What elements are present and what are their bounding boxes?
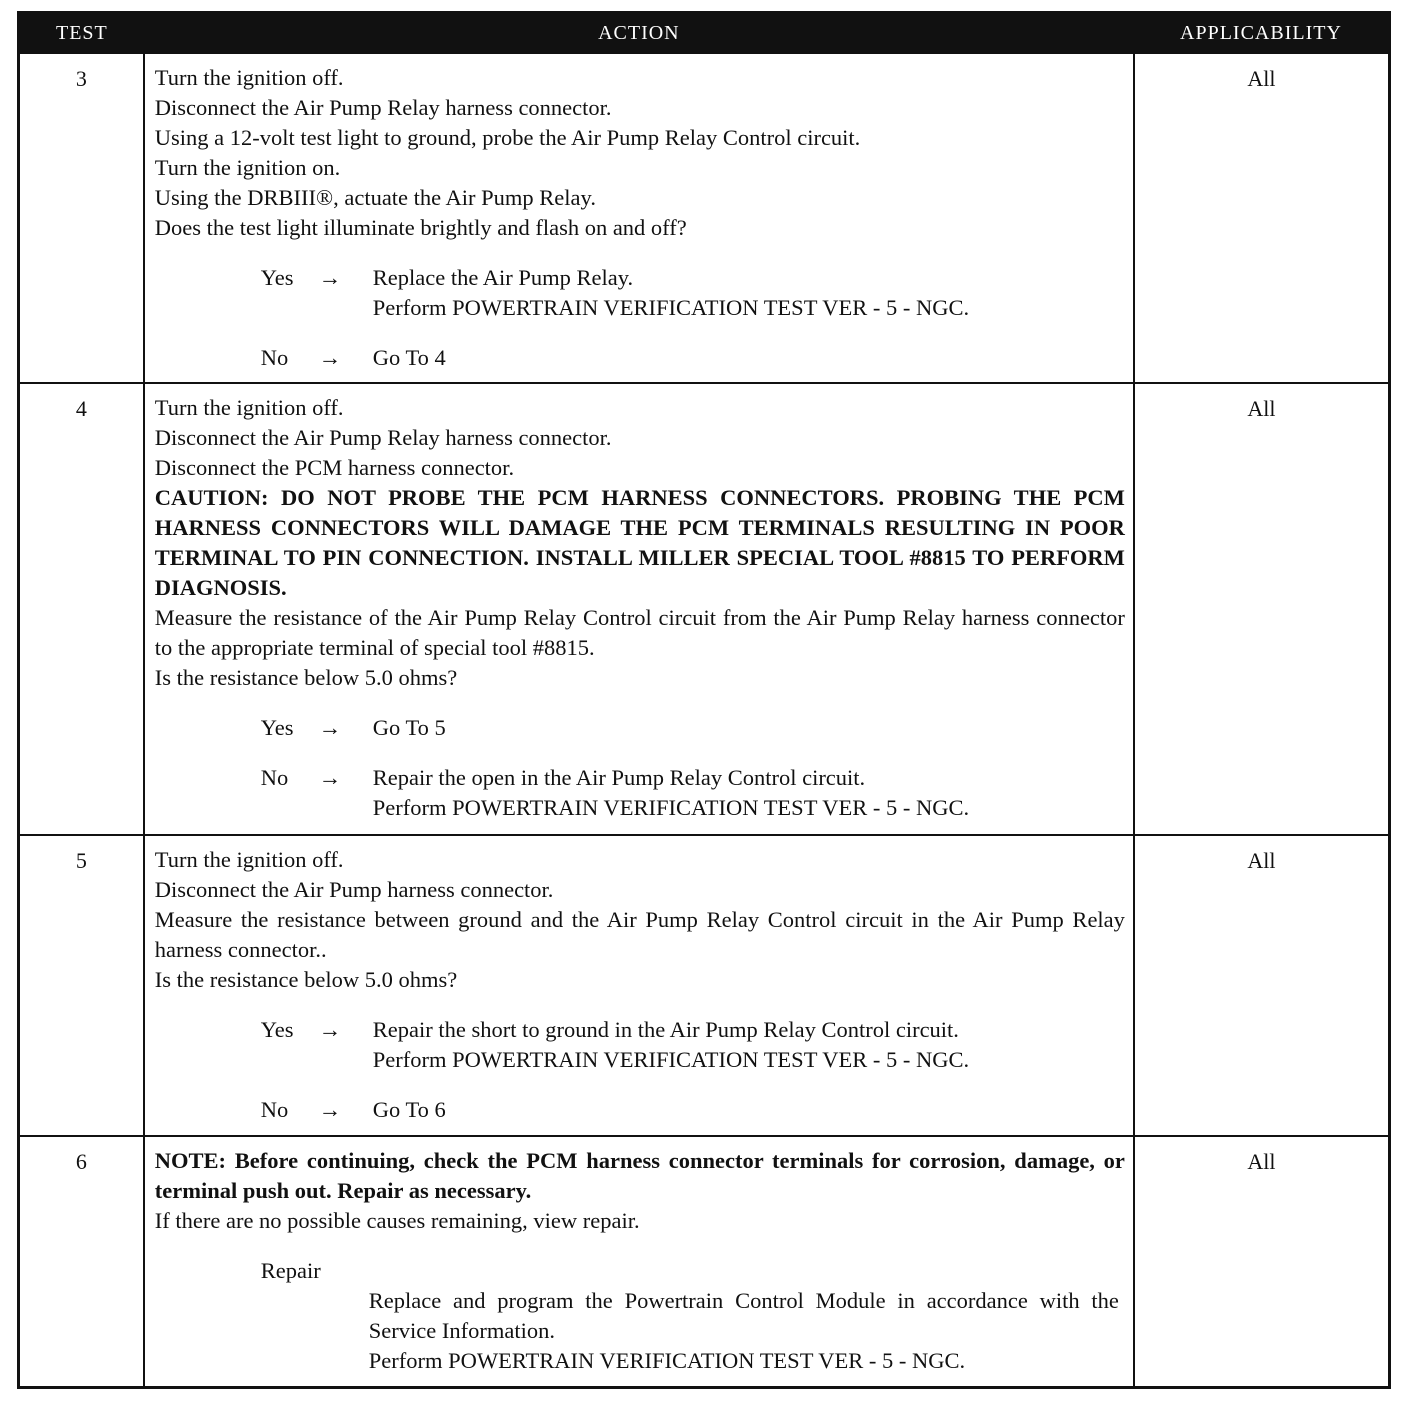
action-step: Measure the resistance of the Air Pump Relay Control circuit from the Air Pump Relay harness connector to the appropriate terminal of special tool #8815.	[154, 605, 1125, 660]
caution-text: CAUTION: DO NOT PROBE THE PCM HARNESS CONNECTORS. PROBING THE PCM HARNESS CONNECTORS WILL DAMAGE THE PCM TERMINALS RESULTING IN POOR TERMINAL TO PIN CONNECTION. INSTALL MILLER SPECIAL TOOL #8815 TO PERFORM DIAGNOSIS.	[154, 485, 1125, 600]
table-row	[19, 383, 1390, 835]
result-text: Perform POWERTRAIN VERIFICATION TEST VER - 5 - NGC.	[372, 795, 970, 820]
arrow-icon: →	[318, 265, 342, 290]
action-cell	[144, 1136, 1134, 1388]
no-result	[261, 343, 1125, 373]
result-text: Replace the Air Pump Relay.	[372, 265, 634, 290]
no-label: No	[260, 345, 289, 370]
arrow-icon: →	[318, 765, 342, 790]
test-number: 6	[19, 1136, 144, 1388]
table-row	[19, 1136, 1390, 1388]
result-text: Go To 6	[372, 1097, 446, 1122]
action-cell	[144, 53, 1134, 383]
action-step: Measure the resistance between ground and the Air Pump Relay Control circuit in the Air Pump Relay harness connector..	[154, 907, 1125, 962]
action-question: Is the resistance below 5.0 ohms?	[154, 665, 458, 690]
action-cell	[144, 835, 1134, 1136]
diagnostic-test-table	[17, 11, 1391, 1389]
arrow-icon: →	[318, 1017, 342, 1042]
action-step: If there are no possible causes remaining, view repair.	[154, 1208, 640, 1233]
action-step: Disconnect the Air Pump harness connector.	[154, 877, 554, 902]
result-text: Perform POWERTRAIN VERIFICATION TEST VER - 5 - NGC.	[372, 1047, 970, 1072]
result-text: Go To 4	[372, 345, 446, 370]
yes-label: Yes	[260, 715, 294, 740]
action-step: Turn the ignition off.	[154, 65, 344, 90]
repair-perform: Perform POWERTRAIN VERIFICATION TEST VER - 5 - NGC.	[368, 1348, 966, 1373]
action-step: Disconnect the PCM harness connector.	[154, 455, 515, 480]
yes-label: Yes	[260, 265, 294, 290]
table-header-row	[19, 13, 1390, 54]
yes-result	[261, 1015, 1125, 1075]
table-row	[19, 835, 1390, 1136]
test-number: 4	[19, 383, 144, 835]
action-cell	[144, 383, 1134, 835]
result-text: Repair the short to ground in the Air Pump Relay Control circuit.	[372, 1017, 959, 1042]
note-text: NOTE: Before continuing, check the PCM harness connector terminals for corrosion, damage, or terminal push out. Repair as necessary.	[154, 1148, 1125, 1203]
action-step: Using the DRBIII®, actuate the Air Pump Relay.	[154, 185, 596, 210]
test-number: 3	[19, 53, 144, 383]
repair-text: Replace and program the Powertrain Control Module in accordance with the Service Information.	[368, 1288, 1119, 1343]
yes-result	[261, 713, 1125, 743]
yes-label: Yes	[260, 1017, 294, 1042]
applicability-value: All	[1134, 53, 1390, 383]
action-step: Using a 12-volt test light to ground, probe the Air Pump Relay Control circuit.	[154, 125, 861, 150]
applicability-value: All	[1134, 383, 1390, 835]
action-step: Turn the ignition off.	[154, 395, 344, 420]
action-step: Turn the ignition on.	[154, 155, 341, 180]
action-step: Disconnect the Air Pump Relay harness connector.	[154, 95, 612, 120]
arrow-icon: →	[318, 345, 342, 370]
result-text: Go To 5	[372, 715, 446, 740]
applicability-value: All	[1134, 835, 1390, 1136]
no-label: No	[260, 1097, 289, 1122]
repair-block	[261, 1256, 1125, 1376]
repair-label: Repair	[260, 1258, 321, 1283]
table-row	[19, 53, 1390, 383]
header-action: ACTION	[144, 13, 1134, 54]
no-result	[261, 1095, 1125, 1125]
no-result	[261, 763, 1125, 823]
arrow-icon: →	[318, 715, 342, 740]
header-applicability: APPLICABILITY	[1134, 13, 1390, 54]
applicability-value: All	[1134, 1136, 1390, 1388]
action-step: Disconnect the Air Pump Relay harness connector.	[154, 425, 612, 450]
action-step: Turn the ignition off.	[154, 847, 344, 872]
arrow-icon: →	[318, 1097, 342, 1122]
yes-result	[261, 263, 1125, 323]
action-question: Is the resistance below 5.0 ohms?	[154, 967, 458, 992]
result-text: Perform POWERTRAIN VERIFICATION TEST VER - 5 - NGC.	[372, 295, 970, 320]
action-question: Does the test light illuminate brightly and flash on and off?	[154, 215, 687, 240]
no-label: No	[260, 765, 289, 790]
result-text: Repair the open in the Air Pump Relay Control circuit.	[372, 765, 866, 790]
test-number: 5	[19, 835, 144, 1136]
header-test: TEST	[19, 13, 144, 54]
